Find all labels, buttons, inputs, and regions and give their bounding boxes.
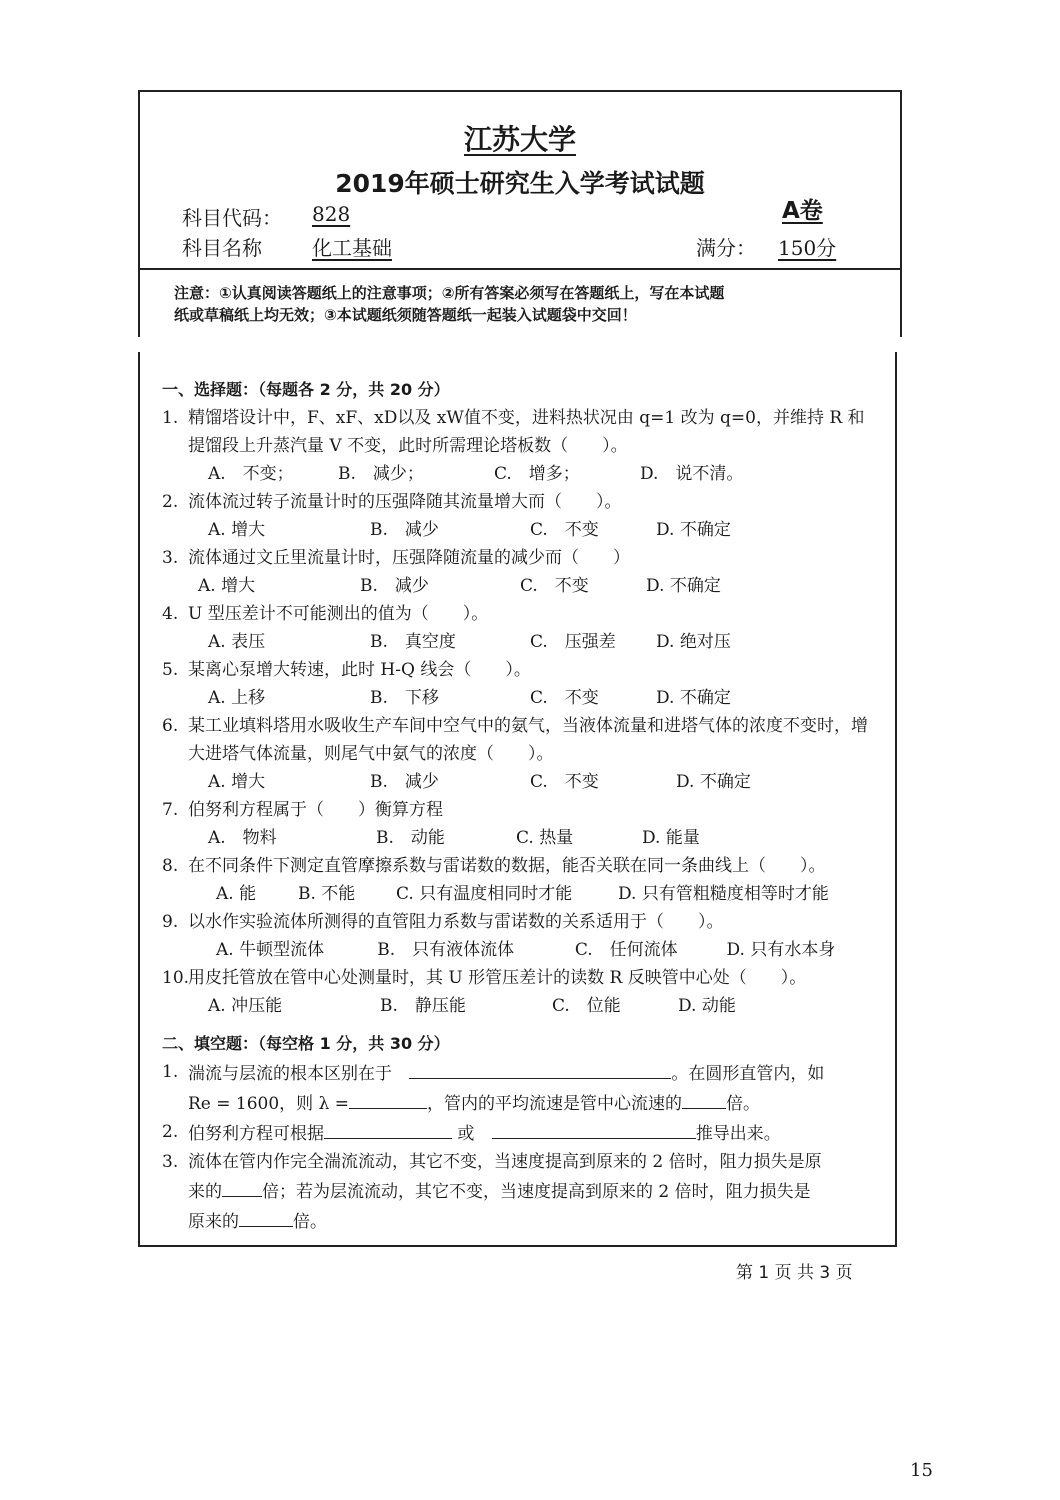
school-name: 江苏大学	[463, 123, 576, 156]
mc-question-2	[162, 488, 880, 516]
question-text: 用皮托管放在管中心处测量时，其 U 形管压差计的读数 R 反映管中心处（ ）。	[188, 968, 807, 988]
fill-q1-text-e: 倍。	[726, 1094, 761, 1114]
option-b: B. 动能	[376, 828, 445, 848]
answer-options	[162, 684, 880, 712]
option-d: D. 只有管粗糙度相等时才能	[618, 884, 829, 904]
mc-question-3	[162, 544, 880, 572]
option-b: B. 静压能	[380, 996, 466, 1016]
option-b: B. 减少；	[338, 464, 424, 484]
option-a: A. 牛顿型流体	[216, 940, 325, 960]
fill-q2-text-c: 推导出来。	[695, 1124, 781, 1144]
question-number: 4.	[162, 604, 179, 624]
question-number: 3.	[162, 548, 179, 568]
exam-header	[138, 90, 902, 337]
fill-q3-text-a: 流体在管内作完全湍流流动，其它不变，当速度提高到原来的 2 倍时，阻力损失是原	[188, 1152, 822, 1172]
section-2-title: 二、填空题：（每空格 1 分，共 30 分）	[162, 1034, 450, 1053]
option-d: D. 能量	[642, 828, 700, 848]
option-b: B. 下移	[370, 688, 439, 708]
mc-question-4	[162, 600, 880, 628]
option-a: A. 不变；	[208, 464, 294, 484]
answer-blank	[492, 1118, 696, 1139]
mc-question-7	[162, 796, 880, 824]
option-a: A. 上移	[208, 688, 266, 708]
option-b: B. 减少	[370, 520, 439, 540]
option-d: D. 不确定	[646, 576, 721, 596]
fill-q2-text-b: 或	[457, 1124, 475, 1144]
option-b: B. 不能	[298, 884, 356, 904]
question-number: 5.	[162, 660, 179, 680]
section-1-title: 一、选择题：（每题各 2 分，共 20 分）	[162, 380, 450, 399]
question-text: 伯努利方程属于（ ）衡算方程	[188, 800, 443, 820]
fill-q1-text-d: ，管内的平均流速是管中心流速的	[427, 1094, 683, 1114]
answer-blank	[324, 1118, 452, 1139]
question-text: 某工业填料塔用水吸收生产车间中空气中的氨气，当液体流量和进塔气体的浓度不变时，增大进塔气体流量，则尾气中氨气的浓度（ ）。	[188, 716, 868, 764]
question-number: 1.	[162, 408, 179, 428]
question-text: 精馏塔设计中，F、xF、xD以及 xW值不变，进料热状况由 q=1 改为 q=0，并维持 R 和提馏段上升蒸汽量 V 不变，此时所需理论塔板数（ ）。	[188, 408, 865, 456]
question-number: 10.	[162, 968, 190, 988]
answer-options	[162, 936, 880, 964]
option-c: C. 不变	[520, 576, 589, 596]
mc-question-6	[162, 712, 880, 768]
question-text: 某离心泵增大转速，此时 H-Q 线会（ ）。	[188, 660, 531, 680]
option-a: A. 增大	[208, 772, 266, 792]
fill-q1-text-c: Re = 1600，则 λ =	[188, 1094, 350, 1114]
fill-q1-text-b: 。在圆形直管内，如	[671, 1064, 825, 1084]
header-divider	[140, 268, 900, 270]
answer-blank	[349, 1088, 427, 1109]
option-c: C. 位能	[552, 996, 621, 1016]
notice-line-2: 纸或草稿纸上均无效；③本试题纸须随答题纸一起装入试题袋中交回！	[174, 306, 637, 324]
option-a: A. 能	[216, 884, 257, 904]
fill-question-3	[162, 1148, 880, 1236]
exam-title: 2019年硕士研究生入学考试试题	[335, 169, 705, 198]
option-d: D. 不确定	[676, 772, 751, 792]
question-number: 8.	[162, 856, 179, 876]
multiple-choice-list	[162, 404, 880, 1020]
answer-options	[162, 768, 880, 796]
question-number: 2.	[162, 492, 179, 512]
answer-options	[162, 516, 880, 544]
answer-blank	[239, 1206, 293, 1227]
option-c: C. 只有温度相同时才能	[396, 884, 573, 904]
notice	[174, 282, 864, 326]
question-number: 7.	[162, 800, 179, 820]
option-c: C. 不变	[530, 772, 599, 792]
mc-question-9	[162, 908, 880, 936]
question-number: 6.	[162, 716, 179, 736]
fill-q3-text-e: 倍。	[293, 1212, 327, 1232]
answer-options	[162, 572, 880, 600]
option-b: B. 减少	[370, 772, 439, 792]
fill-question-2	[162, 1118, 880, 1148]
question-text: 以水作实验流体所测得的直管阻力系数与雷诺数的关系适用于（ ）。	[188, 912, 724, 932]
option-d: D. 不确定	[656, 688, 731, 708]
mc-question-1	[162, 404, 880, 460]
fill-q3-text-c: 倍；若为层流流动，其它不变，当速度提高到原来的 2 倍时，阻力损失是	[262, 1182, 811, 1202]
subject-code-value: 828	[312, 202, 351, 226]
question-number: 1.	[162, 1062, 179, 1082]
option-c: C. 不变	[530, 688, 599, 708]
fill-q2-text-a: 伯努利方程可根据	[188, 1124, 324, 1144]
question-number: 2.	[162, 1122, 179, 1142]
answer-options	[162, 824, 880, 852]
answer-blank	[222, 1176, 262, 1197]
option-d: D. 只有水本身	[726, 940, 836, 960]
question-text: 流体通过文丘里流量计时，压强降随流量的减少而（ ）	[188, 548, 630, 568]
fill-q3-text-d: 原来的	[188, 1212, 239, 1232]
question-text: 在不同条件下测定直管摩擦系数与雷诺数的数据，能否关联在同一条曲线上（ ）。	[188, 856, 826, 876]
subject-code-label: 科目代码：	[182, 206, 282, 230]
option-a: A. 物料	[208, 828, 277, 848]
answer-options	[162, 628, 880, 656]
option-d: D. 绝对压	[656, 632, 731, 652]
page-info: 第 1 页 共 3 页	[736, 1263, 853, 1283]
subject-name-label: 科目名称	[182, 236, 262, 260]
full-score-label: 满分：	[696, 236, 756, 260]
fill-q1-text-a: 湍流与层流的根本区别在于	[188, 1064, 392, 1084]
answer-options	[162, 460, 880, 488]
answer-blank	[409, 1058, 671, 1079]
option-a: A. 增大	[208, 520, 266, 540]
option-c: C. 热量	[516, 828, 574, 848]
notice-line-1: 注意：①认真阅读答题纸上的注意事项；②所有答案必须写在答题纸上，写在本试题	[174, 284, 725, 302]
option-c: C. 不变	[530, 520, 599, 540]
fill-question-1	[162, 1058, 880, 1118]
full-score-value: 150分	[778, 236, 837, 260]
page-number: 15	[910, 1460, 933, 1481]
mc-question-5	[162, 656, 880, 684]
mc-question-10	[162, 964, 880, 992]
option-d: D. 动能	[678, 996, 736, 1016]
option-d: D. 不确定	[656, 520, 731, 540]
answer-options	[162, 992, 880, 1020]
option-a: A. 表压	[208, 632, 266, 652]
option-b: B. 只有液体流体	[377, 940, 515, 960]
mc-question-8	[162, 852, 880, 880]
option-b: B. 真空度	[370, 632, 456, 652]
option-d: D. 说不清。	[640, 464, 744, 484]
fill-q3-text-b: 来的	[188, 1182, 222, 1202]
option-c: C. 压强差	[530, 632, 616, 652]
option-a: A. 冲压能	[208, 996, 283, 1016]
answer-blank	[682, 1088, 726, 1109]
questions-box	[138, 352, 897, 1247]
question-text: U 型压差计不可能测出的值为（ ）。	[188, 604, 489, 624]
paper-version: A卷	[782, 198, 823, 224]
option-b: B. 减少	[360, 576, 429, 596]
option-c: C. 任何流体	[574, 940, 678, 960]
question-text: 流体流过转子流量计时的压强降随其流量增大而（ ）。	[188, 492, 622, 512]
answer-options	[162, 880, 880, 908]
subject-name-value: 化工基础	[312, 236, 392, 260]
question-number: 9.	[162, 912, 179, 932]
option-a: A. 增大	[198, 576, 256, 596]
option-c: C. 增多；	[494, 464, 580, 484]
question-number: 3.	[162, 1152, 179, 1172]
